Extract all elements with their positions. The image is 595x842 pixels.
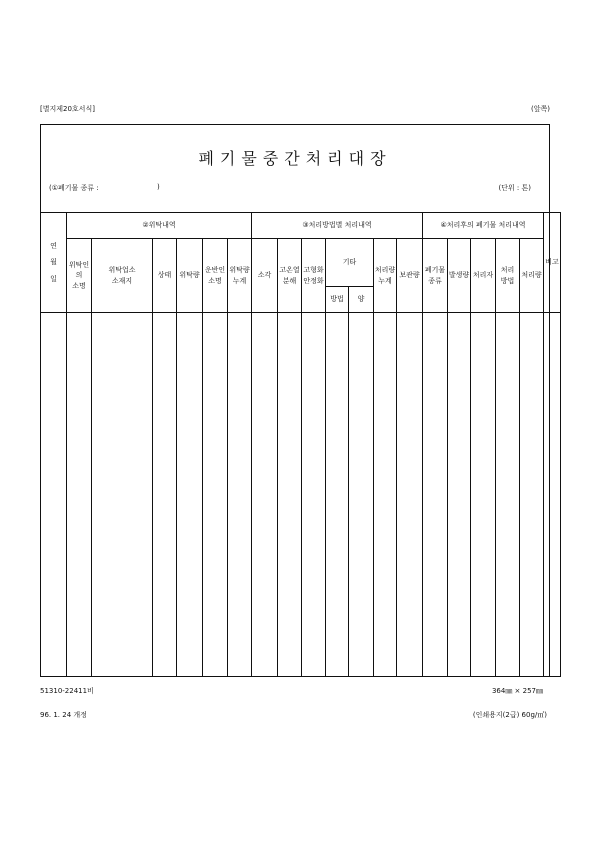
col-processing-method: 처리 방법	[496, 239, 520, 313]
col-processor: 처리자	[471, 239, 496, 313]
col-other: 기타	[326, 239, 374, 287]
revision-date: 96. 1. 24 개정	[40, 711, 87, 719]
side-label: (앞쪽)	[531, 105, 550, 113]
post-treatment-group-header: ④처리후의 폐기물 처리내역	[423, 213, 544, 239]
col-storage: 보관량	[397, 239, 423, 313]
col-transporter-name: 운반인 소명	[203, 239, 228, 313]
page-title: 폐기물중간처리대장	[198, 149, 392, 168]
remarks-header: 비고	[544, 213, 561, 313]
col-generated-amount: 발생량	[448, 239, 471, 313]
col-other-method: 방법	[326, 287, 349, 313]
col-state: 상태	[153, 239, 177, 313]
col-consignor-name: 위탁인의 소명	[67, 239, 92, 313]
col-processed-amount: 처리량	[520, 239, 544, 313]
paper-size: 364㎜ × 257㎜	[491, 687, 543, 695]
col-high-temp: 고온열 분해	[278, 239, 302, 313]
col-waste-kind: 폐기물 종류	[423, 239, 448, 313]
col-consignor-address: 위탁업소 소재지	[92, 239, 153, 313]
col-consigned-amount: 위탁량	[177, 239, 203, 313]
unit-label: (단위 : 톤)	[498, 184, 531, 192]
table-row	[41, 313, 561, 677]
paper-spec: (인쇄용지(2급) 60g/㎡)	[472, 711, 547, 719]
ledger-table	[40, 212, 561, 677]
date-header: 연 월 일	[41, 213, 67, 313]
waste-type-close: )	[157, 183, 160, 191]
col-consigned-total: 위탁량 누계	[228, 239, 252, 313]
col-other-amount: 양	[349, 287, 374, 313]
consignment-group-header: ②위탁내역	[67, 213, 252, 239]
col-incineration: 소각	[252, 239, 278, 313]
waste-type-label: (①폐기물 종류 :	[49, 184, 99, 192]
col-treated-total: 처리량 누계	[374, 239, 397, 313]
col-solidification: 고형화 안정화	[302, 239, 326, 313]
form-code: 51310-22411비	[40, 687, 94, 695]
treatment-group-header: ③처리방법별 처리내역	[252, 213, 423, 239]
form-number: [별지제20호서식]	[40, 105, 95, 113]
